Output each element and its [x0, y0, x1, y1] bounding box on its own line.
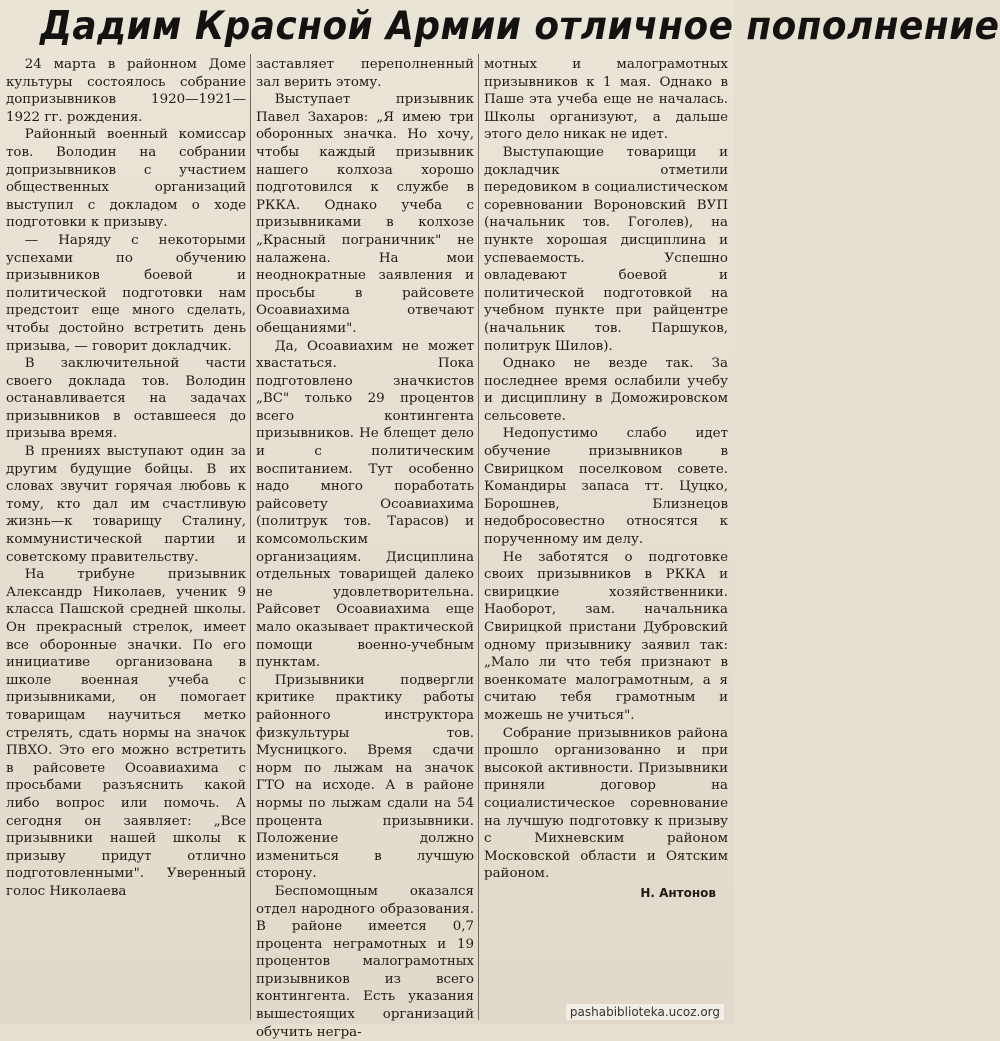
- paragraph: Однако не везде так. За последнее время ослабили учебу и дисциплину в Доможировском сельсовете.: [484, 356, 728, 424]
- paragraph: 24 марта в районном Доме культуры состоялось собрание допризывников 1920—1921—1922 гг. рождения.: [6, 57, 246, 125]
- article-column-2: [256, 56, 474, 1040]
- paragraph: Собрание призывников района прошло организованно и при высокой активности. Призывники приняли договор на социалистическое соревнование на лучшую подготовку к призыву с Михневским районом Московской области и Оятским районом.: [484, 725, 728, 882]
- paragraph: Недопустимо слабо идет обучение призывников в Свирицком поселковом совете. Командиры запаса тт. Цуцко, Борошнев, Близнецов недобросовестно относятся к порученному им делу.: [484, 426, 728, 548]
- paragraph: Выступающие товарищи и докладчик отметили передовиком в социалистическом соревновании Вороновский ВУП (начальник тов. Гоголев), на пункте хорошая дисциплина и успеваемость. Успешно овладевают боевой и политической подготовкой на учебном пункте при райцентре (начальник тов. Паршуков, политрук Шилов).: [484, 144, 728, 354]
- paragraph: мотных и малограмотных призывников к 1 мая. Однако в Паше эта учеба еще не началась. Школы организуют, а дальше этого дело никак не идет.: [484, 57, 728, 143]
- article-headline: Дадим Красной Армии отличное пополнение: [40, 4, 1000, 49]
- paragraph: На трибуне призывник Александр Николаев, ученик 9 класса Пашской средней школы. Он прекрасный стрелок, имеет все оборонные значки. По его инициативе организована в школе военная учеба с призывниками, он помогает товарищам научиться метко стрелять, сдать нормы на значок ПВХО. Это его можно встретить в райсовете Осоавиахима с просьбами разъяснить какой либо вопрос или помочь. А сегодня он заявляет: „Все призывники нашей школы к призыву придут отлично подготовленными". Уверенный голос Николаева: [6, 567, 246, 899]
- article-column-3: [484, 56, 728, 1020]
- paragraph: Беспомощным оказался отдел народного образования. В районе имеется 0,7 процента неграмотных и 19 процентов малограмотных призывников из всего контингента. Есть указания вышестоящих организаций обучить негра-: [256, 883, 474, 1040]
- source-watermark: pashabiblioteka.ucoz.org: [566, 1004, 724, 1020]
- paragraph: В заключительной части своего доклада тов. Володин останавливается на задачах призывников в оставшееся до призыва время.: [6, 356, 246, 442]
- paragraph: Районный военный комиссар тов. Володин на собрании допризывников с участием общественных организаций выступил с докладом о ходе подготовки к призыву.: [6, 127, 246, 231]
- paragraph: заставляет переполненный зал верить этому.: [256, 57, 474, 90]
- paragraph: Не заботятся о подготовке своих призывников в РККА и свирицкие хозяйственники. Наоборот, зам. начальника Свирицкой пристани Дубровский одному призывнику заявил так: „Мало ли что тебя признают в военкомате малограмотным, а я считаю тебя грамотным и можешь не учиться".: [484, 549, 728, 723]
- article-column-1: [6, 56, 246, 1020]
- paragraph: Призывники подвергли критике практику работы районного инструктора физкультуры тов. Мусницкого. Время сдачи норм по лыжам на значок ГТО на исходе. А в районе нормы по лыжам сдали на 54 процента призывники. Положение должно измениться в лучшую сторону.: [256, 672, 474, 882]
- author-signature: Н. Антонов: [640, 885, 716, 900]
- paragraph: Выступает призывник Павел Захаров: „Я имею три оборонных значка. Но хочу, чтобы каждый призывник нашего колхоза хорошо подготовился к службе в РККА. Однако учеба с призывниками в колхозе „Красный пограничник" не налажена. На мои неоднократные заявления и просьбы в райсовете Осоавиахима отвечают обещаниями".: [256, 92, 474, 336]
- column-divider: [478, 54, 479, 1020]
- paragraph: В прениях выступают один за другим будущие бойцы. В их словах звучит горячая любовь к тому, кто дал им счастливую жизнь—к товарищу Сталину, коммунистической партии и советскому правительству.: [6, 444, 246, 565]
- paragraph: Да, Осоавиахим не может хвастаться. Пока подготовлено значкистов „ВС" только 29 процентов всего контингента призывников. Не блещет дело и с политическим воспитанием. Тут особенно надо много поработать райсовету Осоавиахима (политрук тов. Тарасов) и комсомольским организациям. Дисциплина отдельных товарищей далеко не удовлетворительна. Райсовет Осоавиахима еще мало оказывает практической помощи военно-учебным пунктам.: [256, 338, 474, 671]
- paragraph: — Наряду с некоторыми успехами по обучению призывников боевой и политической подготовки нам предстоит еще много сделать, чтобы достойно встретить день призыва, — говорит докладчик.: [6, 232, 246, 354]
- column-divider: [250, 54, 251, 1020]
